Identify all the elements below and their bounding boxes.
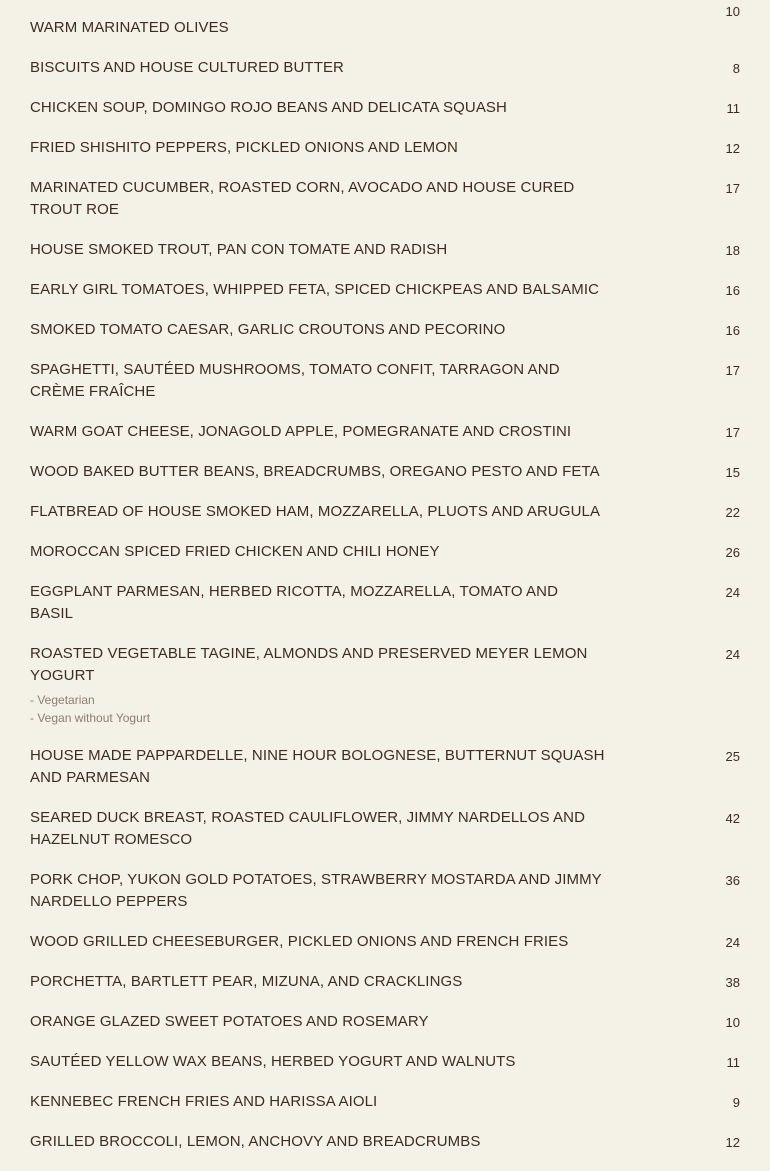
menu-item: [0, 869, 770, 931]
menu-item: [0, 239, 770, 279]
item-price: 16: [725, 283, 740, 298]
menu-item: [0, 931, 770, 971]
item-price: 17: [725, 181, 740, 196]
item-name: HOUSE SMOKED TROUT, PAN CON TOMATE AND RADISH: [30, 241, 448, 258]
item-name: KENNEBEC FRENCH FRIES AND HARISSA AIOLI: [30, 1093, 378, 1110]
item-name: CHICKEN SOUP, DOMINGO ROJO BEANS AND DELICATA SQUASH: [30, 99, 507, 116]
menu-item: [0, 807, 770, 869]
item-name: MOROCCAN SPICED FRIED CHICKEN AND CHILI HONEY: [30, 543, 440, 560]
item-name: SAUTÉED YELLOW WAX BEANS, HERBED YOGURT AND WALNUTS: [30, 1053, 516, 1070]
item-price: 12: [725, 141, 740, 156]
item-price: 22: [725, 505, 740, 520]
item-price: 10: [725, 4, 740, 19]
menu-item: [0, 541, 770, 581]
item-price: 24: [725, 935, 740, 950]
item-name: BISCUITS AND HOUSE CULTURED BUTTER: [30, 59, 344, 76]
menu-item: [0, 1091, 770, 1131]
menu-item: [0, 643, 770, 745]
item-price: 15: [725, 465, 740, 480]
menu-item: [0, 137, 770, 177]
menu-item: [0, 319, 770, 359]
item-name: FLATBREAD OF HOUSE SMOKED HAM, MOZZARELLA, PLUOTS AND ARUGULA: [30, 503, 601, 520]
item-name: ORANGE GLAZED SWEET POTATOES AND ROSEMARY: [30, 1013, 429, 1030]
item-price: 18: [725, 243, 740, 258]
menu-item: [0, 177, 770, 239]
item-name: WOOD BAKED BUTTER BEANS, BREADCRUMBS, OREGANO PESTO AND FETA: [30, 463, 600, 480]
menu-item: [0, 421, 770, 461]
item-price: 16: [725, 323, 740, 338]
menu-item: [0, 1011, 770, 1051]
menu-item: [0, 461, 770, 501]
item-name: WARM MARINATED OLIVES: [30, 19, 229, 36]
item-name: GRILLED BROCCOLI, LEMON, ANCHOVY AND BREADCRUMBS: [30, 1133, 481, 1150]
menu-item: [0, 97, 770, 137]
item-price: 42: [725, 811, 740, 826]
menu-item: [0, 1131, 770, 1171]
item-price: 25: [725, 749, 740, 764]
menu-item: [0, 0, 770, 57]
item-name: PORK CHOP, YUKON GOLD POTATOES, STRAWBERRY MOSTARDA AND JIMMY NARDELLO PEPPERS: [30, 871, 602, 910]
item-price: 24: [725, 647, 740, 662]
menu-item: [0, 971, 770, 1011]
menu-item: [0, 745, 770, 807]
item-name: HOUSE MADE PAPPARDELLE, NINE HOUR BOLOGNESE, BUTTERNUT SQUASH AND PARMESAN: [30, 747, 605, 786]
item-name: FRIED SHISHITO PEPPERS, PICKLED ONIONS AND LEMON: [30, 139, 458, 156]
item-name: WOOD GRILLED CHEESEBURGER, PICKLED ONIONS AND FRENCH FRIES: [30, 933, 569, 950]
item-name: SMOKED TOMATO CAESAR, GARLIC CROUTONS AND PECORINO: [30, 321, 506, 338]
item-price: 8: [732, 61, 740, 76]
menu-item: [0, 1051, 770, 1091]
menu-item: [0, 57, 770, 97]
item-note: - Vegan without Yogurt: [30, 711, 151, 725]
item-note: - Vegetarian: [30, 693, 95, 707]
item-price: 26: [725, 545, 740, 560]
item-price: 17: [725, 363, 740, 378]
item-price: 24: [725, 585, 740, 600]
menu-item: [0, 501, 770, 541]
item-price: 11: [726, 101, 740, 116]
menu-item: [0, 279, 770, 319]
item-name: WARM GOAT CHEESE, JONAGOLD APPLE, POMEGRANATE AND CROSTINI: [30, 423, 572, 440]
item-price: 12: [725, 1135, 740, 1150]
item-name: ROASTED VEGETABLE TAGINE, ALMONDS AND PRESERVED MEYER LEMON YOGURT: [30, 645, 588, 684]
item-price: 17: [725, 425, 740, 440]
item-name: SEARED DUCK BREAST, ROASTED CAULIFLOWER, JIMMY NARDELLOS AND HAZELNUT ROMESCO: [30, 809, 586, 848]
item-name: PORCHETTA, BARTLETT PEAR, MIZUNA, AND CRACKLINGS: [30, 973, 463, 990]
item-price: 11: [726, 1055, 740, 1070]
item-notes: [30, 691, 770, 727]
item-name: SPAGHETTI, SAUTÉED MUSHROOMS, TOMATO CONFIT, TARRAGON AND CRÈME FRAÎCHE: [30, 361, 560, 400]
item-price: 9: [732, 1095, 740, 1110]
item-price: 10: [725, 1015, 740, 1030]
item-name: EGGPLANT PARMESAN, HERBED RICOTTA, MOZZARELLA, TOMATO AND BASIL: [30, 583, 559, 622]
item-name: EARLY GIRL TOMATOES, WHIPPED FETA, SPICED CHICKPEAS AND BALSAMIC: [30, 281, 600, 298]
item-name: MARINATED CUCUMBER, ROASTED CORN, AVOCADO AND HOUSE CURED TROUT ROE: [30, 179, 575, 218]
item-price: 36: [725, 873, 740, 888]
menu-item: [0, 581, 770, 643]
menu-item: [0, 359, 770, 421]
item-price: 38: [725, 975, 740, 990]
